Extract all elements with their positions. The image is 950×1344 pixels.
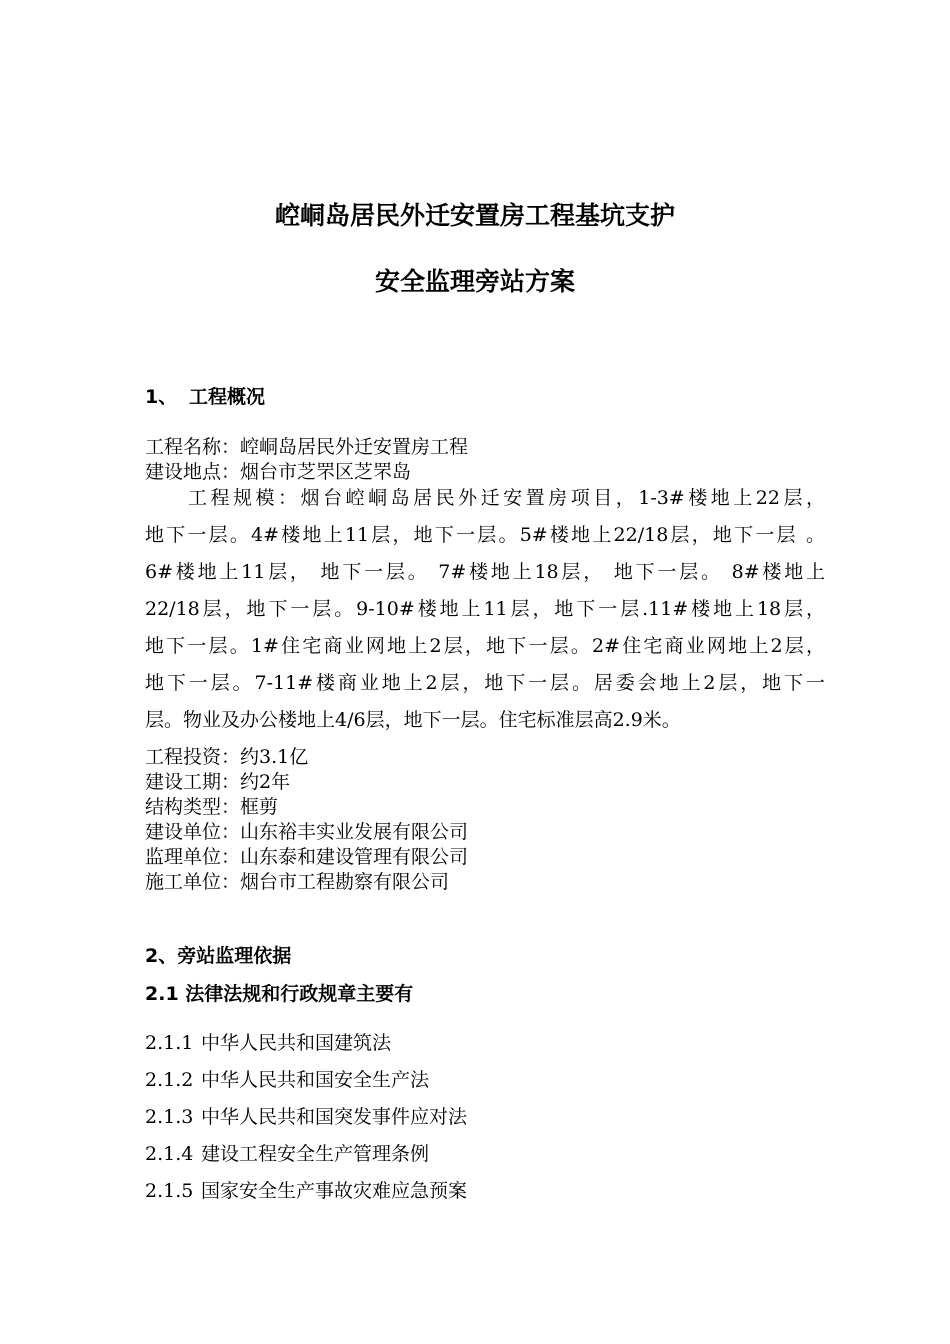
project-location: 建设地点：烟台市芝罘区芝罘岛 [145, 461, 412, 483]
law-item-text: 中华人民共和国建筑法 [201, 1032, 392, 1054]
document-title-line-1: 崆峒岛居民外迁安置房工程基坑支护 [274, 201, 675, 230]
owner-unit: 建设单位：山东裕丰实业发展有限公司 [145, 821, 469, 843]
law-item [145, 1139, 429, 1166]
law-item-number: 2.1.3 [145, 1106, 194, 1128]
section-2-heading: 2、旁站监理依据 [145, 945, 292, 967]
section-1-number: 1、 [145, 386, 178, 408]
law-item [145, 1028, 391, 1055]
project-scale-line: 地下一层。4#楼地上11层，地下一层。5#楼地上22/18层，地下一层 。 [145, 524, 825, 546]
contractor-unit: 施工单位：烟台市工程勘察有限公司 [145, 871, 450, 893]
project-name: 工程名称：崆峒岛居民外迁安置房工程 [145, 436, 469, 458]
law-item-number: 2.1.2 [145, 1069, 194, 1091]
law-item-text: 建设工程安全生产管理条例 [201, 1143, 430, 1165]
project-scale-line: 6#楼地上11层， 地下一层。 7#楼地上18层， 地下一层。 8#楼地上 [145, 561, 825, 583]
project-scale-line: 22/18层，地下一层。9-10#楼地上11层，地下一层.11#楼地上18层， [145, 598, 825, 620]
project-scale-line: 层。物业及办公楼地上4/6层，地下一层。住宅标准层高2.9米。 [145, 709, 681, 731]
section-2-1-heading: 2.1 法律法规和行政规章主要有 [145, 983, 414, 1005]
law-item-number: 2.1.4 [145, 1143, 194, 1165]
law-item-number: 2.1.1 [145, 1032, 194, 1054]
project-scale-line: 地下一层。7-11#楼商业地上2层，地下一层。居委会地上2层，地下一 [145, 672, 825, 694]
law-item-number: 2.1.5 [145, 1180, 194, 1202]
document-title-line-2: 安全监理旁站方案 [374, 267, 575, 296]
project-duration: 建设工期：约2年 [145, 771, 291, 793]
law-item-text: 中华人民共和国安全生产法 [201, 1069, 430, 1091]
section-1-title: 工程概况 [189, 386, 266, 408]
law-item-text: 国家安全生产事故灾难应急预案 [201, 1180, 468, 1202]
project-scale-line: 地下一层。1#住宅商业网地上2层，地下一层。2#住宅商业网地上2层， [145, 635, 825, 657]
supervisor-unit: 监理单位：山东泰和建设管理有限公司 [145, 846, 469, 868]
project-scale-line: 工程规模：烟台崆峒岛居民外迁安置房项目，1-3#楼地上22层， [188, 487, 825, 509]
project-investment: 工程投资：约3.1亿 [145, 746, 309, 768]
structure-type: 结构类型：框剪 [145, 796, 279, 818]
section-1-heading [145, 382, 265, 409]
law-item [145, 1065, 429, 1092]
law-item [145, 1102, 467, 1129]
law-item-text: 中华人民共和国突发事件应对法 [201, 1106, 468, 1128]
law-item [145, 1176, 467, 1203]
